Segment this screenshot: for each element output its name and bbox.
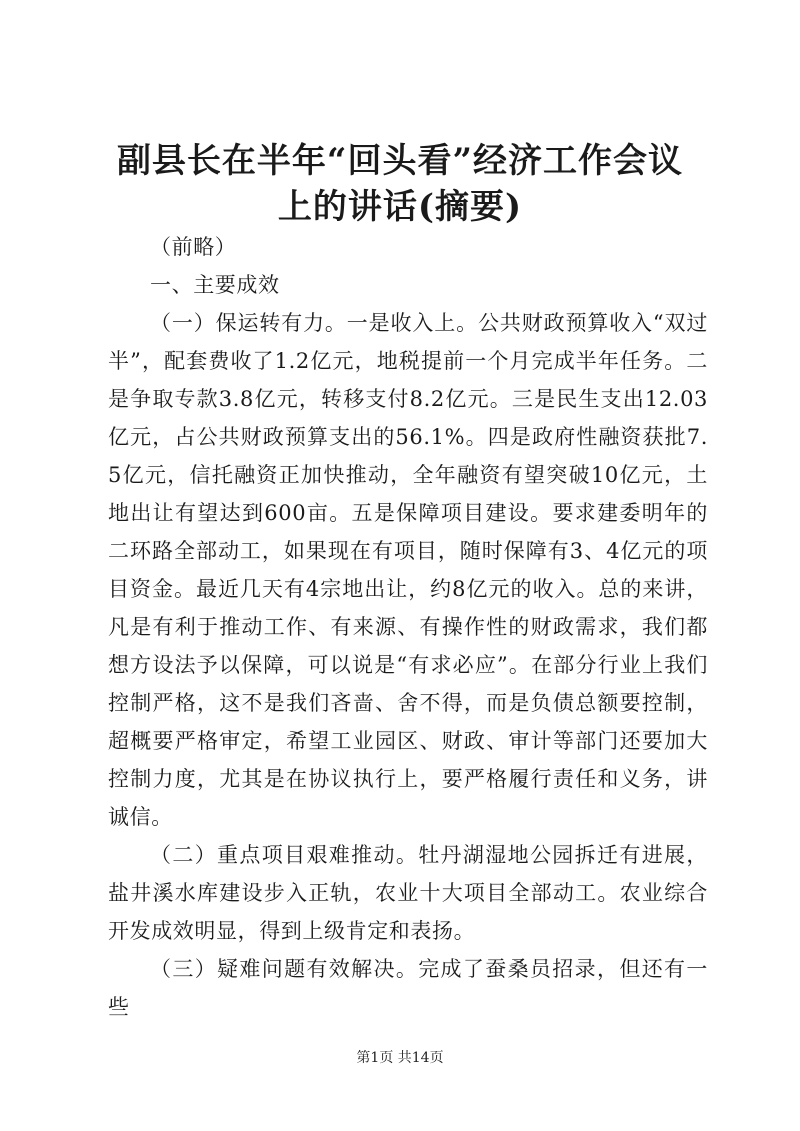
paragraph-key-projects: （二）重点项目艰难推动。牡丹湖湿地公园拆迁有进展，盐井溪水库建设步入正轨，农业十大项目全部动工。农业综合开发成效明显，得到上级肯定和表扬。 (108, 843, 708, 943)
paragraph-operations: （一）保运转有力。一是收入上。公共财政预算收入“双过半”，配套费收了1.2亿元，地税提前一个月完成半年任务。二是争取专款3.8亿元，转移支付8.2亿元。三是民生支出12.03亿元，占公共财政预算支出的56.1%。四是政府性融资获批7.5亿元，信托融资正加快推动，全年融资有望突破10亿元，土地出让有望达到600亩。五是保障项目建设。要求建委明年的二环路全部动工，如果现在有项目，随时保障有3、4亿元的项目资金。最近几天有4宗地出让，约8亿元的收入。总的来讲，凡是有利于推动工作、有来源、有操作性的财政需求，我们都想方设法予以保障，可以说是“有求必应”。在部分行业上我们控制严格，这不是我们吝啬、舍不得，而是负债总额要控制，超概要严格审定，希望工业园区、财政、审计等部门还要加大控制力度，尤其是在协议执行上，要严格履行责任和义务，讲诚信。 (108, 311, 708, 829)
section-heading-main-results: 一、主要成效 (150, 273, 280, 297)
paragraph-preface: （前略） (150, 235, 237, 259)
paragraph-difficult-issues: （三）疑难问题有效解决。完成了蚕桑员招录，但还有一些 (108, 957, 708, 1019)
document-body (108, 228, 708, 1026)
document-title: 副县长在半年“回头看”经济工作会议上的讲话(摘要) (116, 141, 684, 227)
page-number: 第1页 共14页 (356, 1050, 444, 1066)
